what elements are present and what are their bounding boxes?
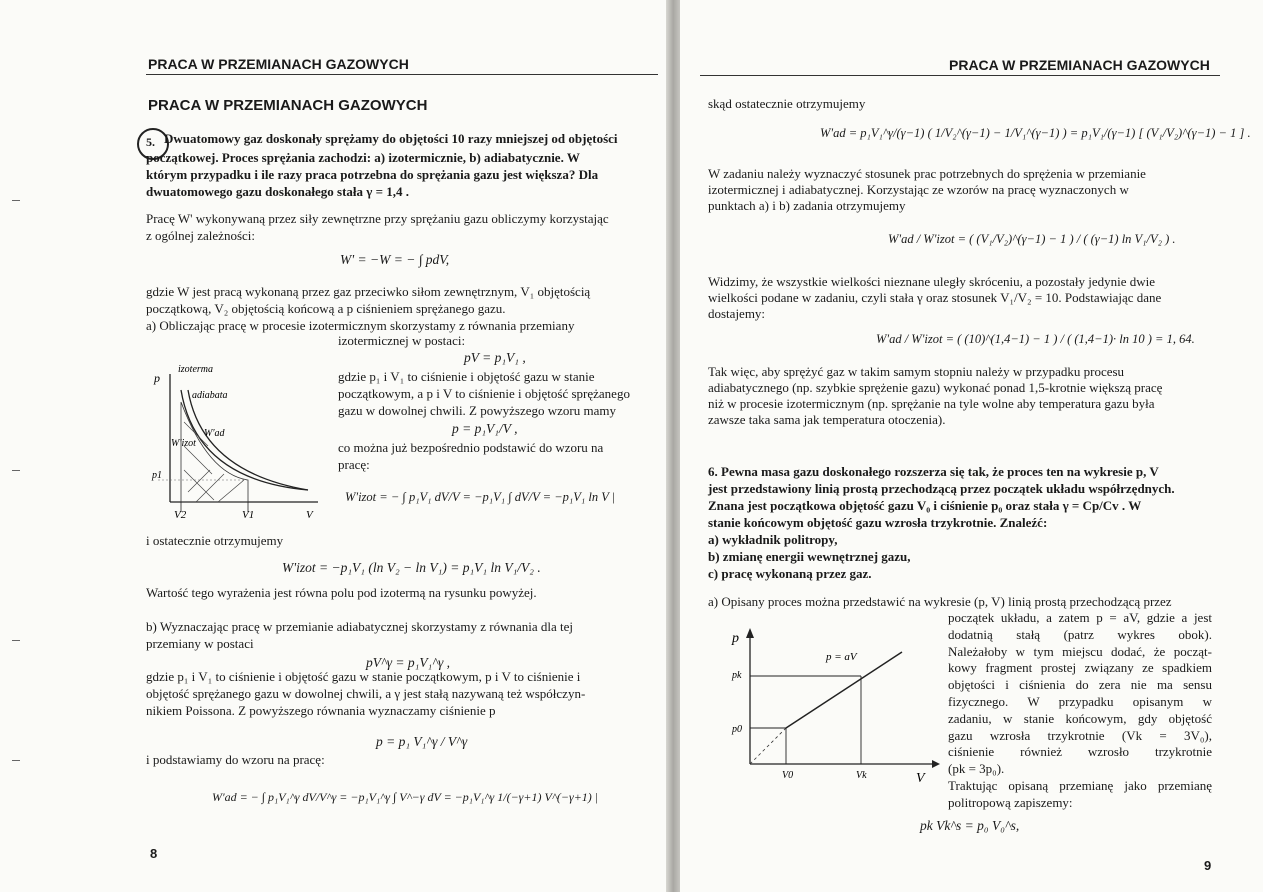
label-pk: pk	[732, 670, 742, 681]
gdzie2-line: objętość sprężanego gazu w dowolnej chwili, a γ jest stałą nazywaną też współczyn-	[146, 686, 586, 701]
label-p0: p0	[732, 724, 742, 735]
margin-mark	[12, 640, 20, 641]
label-p1: p1	[152, 470, 162, 481]
page-header: PRACA W PRZEMIANACH GAZOWYCH	[949, 57, 1210, 73]
where-line: gdzie W jest pracą wykonaną przez gaz przeciwko siłom zewnętrznym, V₁ objętością	[146, 284, 591, 299]
label-wad: W'ad	[204, 428, 225, 439]
equation-numeric: W'ad / W'izot = ( (10)^(1,4−1) − 1 ) / ( (1,4−1)· ln 10 ) = 1, 64.	[876, 332, 1195, 346]
isotherm-curve	[181, 390, 308, 490]
problem6-line: b) zmianę energii wewnętrznej gazu,	[708, 549, 911, 564]
equation-wizot-final: W'izot = −p₁V₁ (ln V₂ − ln V₁) = p₁V₁ ln V₁/V₂ .	[282, 560, 541, 575]
gdzie-line: początkowym, a p i V to ciśnienie i objętość sprężanego	[338, 386, 630, 401]
equation-adiabat: pV^γ = p₁V₁^γ ,	[366, 655, 451, 670]
problem6-line: jest przedstawiony linią prostą przechodzącą przez początek układu współrzędnych.	[708, 481, 1175, 496]
equation-wad: W'ad = − ∫ p₁V₁^γ dV/V^γ = −p₁V₁^γ ∫ V^−γ dV = −p₁V₁^γ 1/(−γ+1) V^(−γ+1) |	[212, 790, 599, 804]
co-line: pracę:	[338, 457, 370, 472]
hatched-area	[181, 402, 248, 502]
answer-a-side-line: kowy fragment prostej związany ze spadkiem	[948, 660, 1212, 676]
problem6-line: a) wykładnik politropy,	[708, 532, 838, 547]
podstaw-line: i podstawiamy do wzoru na pracę:	[146, 752, 325, 767]
wartosc-line: Wartość tego wyrażenia jest równa polu pod izotermą na rysunku powyżej.	[146, 585, 537, 600]
zadanie-line: punktach a) i b) zadania otrzymujemy	[708, 198, 906, 213]
widzimy-line: wielkości podane w zadaniu, czyli stała γ oraz stosunek V₁/V₂ = 10. Podstawiając dane	[708, 290, 1162, 305]
tak-line: adiabatycznego (np. szybkie sprężenie gazu) wykonać ponad 1,5-krotnie większą pracę	[708, 380, 1163, 395]
page-number: 9	[1204, 858, 1212, 873]
line-dashed-start	[750, 728, 786, 764]
intro-line: z ogólnej zależności:	[146, 228, 256, 243]
part-a-cont: izotermicznej w postaci:	[338, 333, 466, 348]
part-b-line: przemiany w postaci	[146, 636, 254, 651]
axis-label-p: p	[732, 631, 739, 646]
equation-p: p = p₁V₁/V ,	[452, 421, 518, 436]
adiabat-curve	[188, 390, 308, 490]
answer-a-side-line: początek układu, a zatem p = aV, gdzie a jest	[948, 610, 1212, 625]
zadanie-line: W zadaniu należy wyznaczyć stosunek prac potrzebnych do sprężenia w przemianie	[708, 166, 1146, 181]
tak-line: zawsze taka sama jak temperatura otoczenia).	[708, 412, 946, 427]
pv-diagram-left	[148, 362, 328, 522]
gdzie-line: gazu w dowolnej chwili. Z powyższego wzoru mamy	[338, 403, 616, 418]
problem-line: początkowej. Proces sprężania zachodzi: a) izotermicznie, b) adiabatycznie. W	[146, 150, 580, 165]
label-izoterma: izoterma	[178, 364, 213, 375]
page-number: 8	[150, 846, 158, 861]
answer-a-side-line: ciśnienie również wzrosło trzykrotnie	[948, 744, 1212, 760]
problem6-line: c) pracę wykonaną przez gaz.	[708, 566, 872, 581]
label-line: p = aV	[826, 651, 857, 663]
axis-label-v: V	[916, 771, 925, 784]
problem-number: 5.	[146, 135, 155, 149]
label-v0: V0	[782, 770, 794, 781]
answer-a-side-line: (pk = 3p₀).	[948, 761, 1005, 777]
label-adiabata: adiabata	[192, 390, 228, 401]
label-wizot: W'izot	[171, 438, 196, 449]
gdzie2-line: gdzie p₁ i V₁ to ciśnienie i objętość gazu w stanie początkowym, p i V to ciśnienie i	[146, 669, 581, 684]
answer-a-side-line: dodatnią stałą (patrz wykres obok).	[948, 626, 1212, 642]
answer-a-first: a) Opisany proces można przedstawić na wykresie (p, V) linią prostą przechodzącą przez	[708, 594, 1172, 609]
label-v: V	[306, 509, 313, 521]
equation-polytropic: pk Vk^s = p₀ V₀^s,	[920, 818, 1020, 833]
margin-mark	[12, 760, 20, 761]
co-line: co można już bezpośrednio podstawić do wzoru na	[338, 440, 604, 455]
problem6-line: Znana jest początkowa objętość gazu V₀ i ciśnienie p₀ oraz stała γ = Cp/Cv . W	[708, 498, 1142, 513]
zadanie-line: izotermicznej i adiabatycznej. Korzystając ze wzorów na pracę wyznaczonych w	[708, 182, 1129, 197]
problem-line: Dwuatomowy gaz doskonały sprężamy do objętości 10 razy mniejszej od objętości	[164, 131, 618, 146]
margin-mark	[12, 200, 20, 201]
label-v1: V1	[242, 509, 255, 521]
tak-line: Tak więc, aby sprężyć gaz w takim samym stopniu należy w przypadku procesu	[708, 364, 1125, 379]
equation-wizot: W'izot = − ∫ p₁V₁ dV/V = −p₁V₁ ∫ dV/V = −p₁V₁ ln V |	[345, 490, 616, 504]
tak-line: niż w procesie izotermicznym (np. sprężanie na tyle wolne aby temperatura gazu była	[708, 396, 1155, 411]
widzimy-line: Widzimy, że wszystkie wielkości nieznane uległy skróceniu, a pozostały jedynie dwie	[708, 274, 1155, 289]
axis-label-p: p	[154, 371, 160, 385]
label-vk: Vk	[856, 770, 867, 781]
x-arrow	[932, 760, 940, 768]
page-header: PRACA W PRZEMIANACH GAZOWYCH	[148, 56, 409, 72]
skad-line: skąd ostatecznie otrzymujemy	[708, 96, 866, 111]
problem6-line: 6. Pewna masa gazu doskonałego rozszerza się tak, że proces ten na wykresie p, V	[708, 464, 1159, 479]
answer-a-side-line: objętości i ciśnienia do zera nie ma sensu	[948, 677, 1212, 693]
answer-a-side-line: politropową zapiszemy:	[948, 794, 1073, 810]
right-page	[680, 0, 1263, 892]
ostatecznie-line: i ostatecznie otrzymujemy	[146, 533, 284, 548]
answer-a-side-line: zadaniu, w stanie końcowym, gdy objętość	[948, 710, 1212, 726]
pv-diagram-right	[726, 624, 956, 784]
answer-a-side-line: Traktując opisaną przemianę jako przemianę	[948, 778, 1212, 793]
intro-line: Pracę W' wykonywaną przez siły zewnętrzne przy sprężaniu gazu obliczymy korzystając	[146, 211, 609, 226]
answer-a-side-line: fizycznego. W przypadku opisanym w	[948, 694, 1212, 709]
margin-mark	[12, 470, 20, 471]
problem-line: dwuatomowego gazu doskonałego stała γ = 1,4 .	[146, 184, 410, 199]
answer-a-side-line: gazu wzrosła trzykrotnie (Vk = 3V₀),	[948, 727, 1212, 743]
where-line: początkową, V₂ objętością końcową a p ciśnieniem sprężanego gazu.	[146, 301, 506, 316]
answer-a-side-line: Należałoby w tym miejscu dodać, że począt-	[948, 643, 1212, 659]
equation-work: W' = −W = − ∫ pdV,	[340, 252, 450, 267]
equation-wad-final: W'ad = p₁V₁^γ/(γ−1) ( 1/V₂^(γ−1) − 1/V₁^(γ−1) ) = p₁V₁/(γ−1) [ (V₁/V₂)^(γ−1) − 1 ] .	[820, 126, 1251, 140]
label-v2: V2	[174, 509, 187, 521]
equation-isotherm: pV = p₁V₁ ,	[464, 350, 526, 365]
header-rule	[146, 74, 658, 75]
process-line	[786, 652, 902, 728]
gdzie-line: gdzie p₁ i V₁ to ciśnienie i objętość gazu w stanie	[338, 369, 595, 384]
part-b-line: b) Wyznaczając pracę w przemianie adiabatycznej skorzystamy z równania dla tej	[146, 619, 574, 634]
equation-ratio: W'ad / W'izot = ( (V₁/V₂)^(γ−1) − 1 ) / ( (γ−1) ln V₁/V₂ ) .	[888, 232, 1176, 246]
problem6-line: stanie końcowym objętość gazu wzrosła trzykrotnie. Znaleźć:	[708, 515, 1048, 530]
part-a-line: a) Obliczając pracę w procesie izotermicznym skorzystamy z równania przemiany	[146, 318, 575, 333]
header-rule	[700, 75, 1220, 76]
equation-p2: p = p₁ V₁^γ / V^γ	[376, 734, 468, 749]
section-title: PRACA W PRZEMIANACH GAZOWYCH	[148, 97, 428, 114]
problem-line: którym przypadku i ile razy praca potrzebna do sprężania gazu jest większa? Dla	[146, 167, 599, 182]
gdzie2-line: nikiem Poissona. Z powyższego równania wyznaczamy ciśnienie p	[146, 703, 496, 718]
y-arrow	[746, 628, 754, 638]
widzimy-line: dostajemy:	[708, 306, 766, 321]
